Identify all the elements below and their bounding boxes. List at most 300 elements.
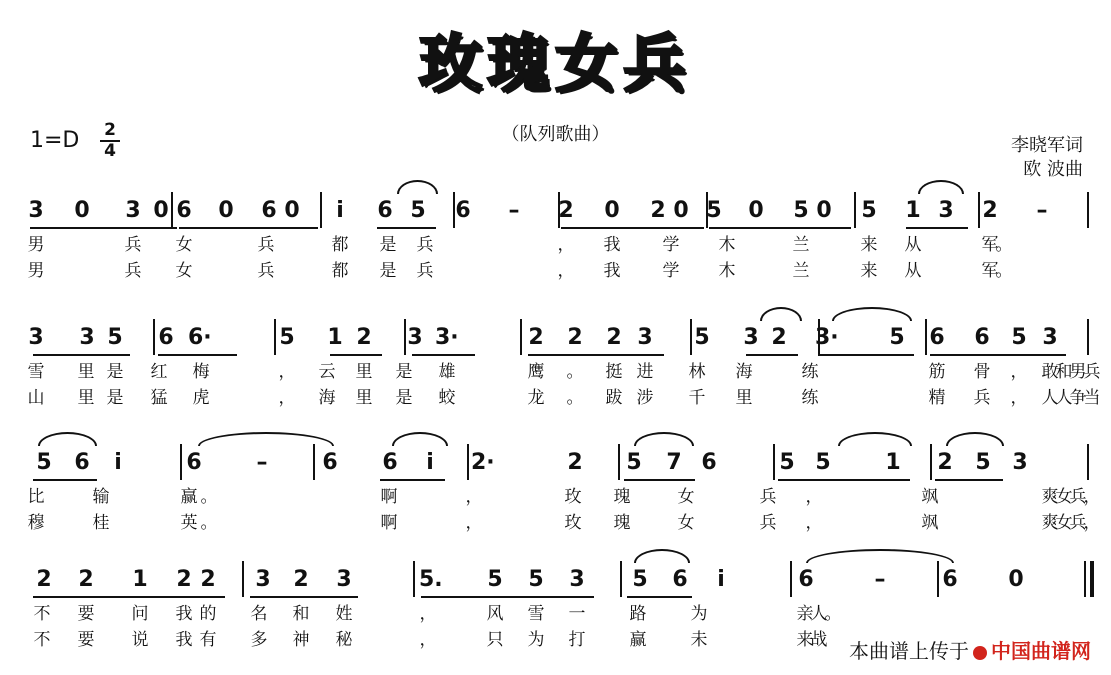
slur xyxy=(760,307,802,321)
beam-underline xyxy=(528,354,664,356)
lyric-char: 未 xyxy=(690,630,708,650)
note: 2 xyxy=(606,325,622,350)
lyric-char: 。 xyxy=(824,604,842,624)
lyric-char: 多 xyxy=(250,630,268,650)
lyric-char: 我 xyxy=(603,235,621,255)
bar-line xyxy=(313,444,315,480)
lyric-char: 里 xyxy=(355,362,373,382)
lyric-char: ， xyxy=(465,487,483,507)
lyric-char: 林 xyxy=(688,362,706,382)
lyric-char: 人 xyxy=(810,604,828,624)
lyric-char: 虎 xyxy=(192,388,210,408)
song-title: 玫瑰女兵 xyxy=(419,27,692,100)
lyric-char: 问 xyxy=(131,604,149,624)
beam-underline xyxy=(33,596,225,598)
lyric-char: 兵 xyxy=(1083,362,1101,382)
slur xyxy=(832,307,912,321)
slur xyxy=(397,180,438,194)
lyric-char: 里 xyxy=(355,388,373,408)
note: 0 xyxy=(816,198,832,223)
note: 7 xyxy=(666,450,682,475)
bar-line xyxy=(1087,444,1089,480)
note: 1 xyxy=(132,567,148,592)
lyric-char: 木 xyxy=(718,235,736,255)
note: i xyxy=(114,450,122,475)
lyric-char: 说 xyxy=(131,630,149,650)
composer: 欧 波曲 xyxy=(1023,159,1083,180)
note: 2· xyxy=(471,450,495,475)
lyric-char: ， xyxy=(805,513,823,533)
note: 2 xyxy=(937,450,953,475)
note: 6 xyxy=(158,325,174,350)
lyric-char: 桂 xyxy=(92,513,110,533)
note: 3· xyxy=(815,325,839,350)
lyric-char: 千 xyxy=(688,388,706,408)
lyric-char: 来 xyxy=(860,235,878,255)
watermark-site: 中国曲谱网 xyxy=(991,639,1091,663)
lyric-char: ， xyxy=(278,388,296,408)
note: 1 xyxy=(905,198,921,223)
watermark-text: 本曲谱上传于 xyxy=(849,639,969,663)
lyric-line-1 xyxy=(0,486,1111,508)
lyric-char: 筋 xyxy=(928,362,946,382)
bar-line xyxy=(925,319,927,355)
bar-line xyxy=(1084,561,1086,597)
lyric-char: 女 xyxy=(1055,487,1073,507)
lyric-char: 我 xyxy=(603,261,621,281)
note: 0 xyxy=(748,198,764,223)
lyric-char: 男 xyxy=(27,261,45,281)
lyric-line-2 xyxy=(0,387,1111,409)
lyric-char: 赢 xyxy=(629,630,647,650)
note: 2 xyxy=(567,450,583,475)
lyric-char: 红 xyxy=(150,362,168,382)
lyric-char: 女 xyxy=(175,235,193,255)
song-subtitle: （队列歌曲） xyxy=(501,124,610,145)
beam-underline xyxy=(818,354,914,356)
note: – xyxy=(1036,198,1048,223)
note: 3 xyxy=(255,567,271,592)
beam-underline xyxy=(930,354,1066,356)
note: – xyxy=(874,567,886,592)
lyric-char: 里 xyxy=(735,388,753,408)
score-row xyxy=(0,448,1111,558)
time-signature xyxy=(100,122,120,160)
lyric-char: 进 xyxy=(636,362,654,382)
lyric-char: 练 xyxy=(801,362,819,382)
score-row xyxy=(0,323,1111,433)
lyric-char: 兵 xyxy=(257,261,275,281)
lyric-char: 路 xyxy=(629,604,647,624)
bar-line xyxy=(790,561,792,597)
lyric-char: ， xyxy=(1010,362,1028,382)
lyric-char: 。 xyxy=(200,513,218,533)
lyric-char: 争 xyxy=(1069,388,1087,408)
lyric-char: 当 xyxy=(1083,388,1101,408)
beam-underline xyxy=(412,354,475,356)
lyric-char: 是 xyxy=(106,362,124,382)
note: 6· xyxy=(188,325,212,350)
lyric-char: 海 xyxy=(318,388,336,408)
lyric-char: 是 xyxy=(379,235,397,255)
bar-line xyxy=(1087,319,1089,355)
lyric-char: 一 xyxy=(568,604,586,624)
beam-underline xyxy=(627,596,692,598)
lyric-char: ， xyxy=(1083,487,1101,507)
lyric-char: 都 xyxy=(331,261,349,281)
note: 3 xyxy=(407,325,423,350)
lyric-char: 比 xyxy=(27,487,45,507)
lyric-char: 瑰 xyxy=(613,487,631,507)
note: 3 xyxy=(336,567,352,592)
note: 2 xyxy=(771,325,787,350)
lyric-char: 梅 xyxy=(192,362,210,382)
note: 1 xyxy=(327,325,343,350)
bar-line xyxy=(558,192,560,228)
lyric-char: ， xyxy=(557,261,575,281)
bar-line xyxy=(242,561,244,597)
note: 2 xyxy=(650,198,666,223)
lyric-char: 兵 xyxy=(416,235,434,255)
note: 6 xyxy=(322,450,338,475)
lyric-char: 人 xyxy=(1055,388,1073,408)
lyric-char: 都 xyxy=(331,235,349,255)
beam-underline xyxy=(906,227,968,229)
lyric-char: 玫 xyxy=(564,487,582,507)
slur xyxy=(634,432,694,446)
note: 2 xyxy=(982,198,998,223)
bar-line xyxy=(818,319,820,355)
note: 6 xyxy=(176,198,192,223)
note: 2 xyxy=(36,567,52,592)
lyric-char: 爽 xyxy=(1041,487,1059,507)
note: 5 xyxy=(975,450,991,475)
lyric-char: 兰 xyxy=(792,235,810,255)
lyric-char: 是 xyxy=(106,388,124,408)
lyric-char: ， xyxy=(557,235,575,255)
lyricist: 李晓军词 xyxy=(1011,135,1083,156)
lyric-char: 蛟 xyxy=(438,388,456,408)
lyric-char: 敢 xyxy=(1041,362,1059,382)
lyric-char: 军 xyxy=(981,235,999,255)
note: 6 xyxy=(382,450,398,475)
note: 5 xyxy=(36,450,52,475)
lyric-char: 军 xyxy=(981,261,999,281)
lyric-char: 。 xyxy=(566,388,584,408)
lyric-char: 名 xyxy=(250,604,268,624)
beam-underline xyxy=(421,596,594,598)
lyric-char: 打 xyxy=(568,630,586,650)
lyric-char: 不 xyxy=(33,604,51,624)
lyric-char: 我 xyxy=(175,630,193,650)
note: 0 xyxy=(218,198,234,223)
bar-line xyxy=(618,444,620,480)
lyric-char: 有 xyxy=(199,630,217,650)
note: 2 xyxy=(78,567,94,592)
note: 6 xyxy=(974,325,990,350)
lyric-char: 输 xyxy=(92,487,110,507)
lyric-char: 从 xyxy=(904,261,922,281)
lyric-char: 和 xyxy=(1055,362,1073,382)
lyric-char: 为 xyxy=(527,630,545,650)
note: 5 xyxy=(889,325,905,350)
lyric-char: 木 xyxy=(718,261,736,281)
note: 5 xyxy=(279,325,295,350)
note: 6 xyxy=(261,198,277,223)
note: 5 xyxy=(694,325,710,350)
bar-line xyxy=(404,319,406,355)
lyric-char: 学 xyxy=(662,261,680,281)
lyric-char: 从 xyxy=(904,235,922,255)
beam-underline xyxy=(746,354,798,356)
lyric-char: 云 xyxy=(318,362,336,382)
slur xyxy=(392,432,448,446)
bar-line xyxy=(153,319,155,355)
lyric-char: ， xyxy=(278,362,296,382)
note: 2 xyxy=(200,567,216,592)
lyric-char: 兵 xyxy=(124,235,142,255)
note: 6 xyxy=(701,450,717,475)
beam-underline xyxy=(33,479,97,481)
bar-line xyxy=(467,444,469,480)
lyric-char: 山 xyxy=(27,388,45,408)
lyric-char: 。 xyxy=(200,487,218,507)
lyric-char: 兵 xyxy=(124,261,142,281)
key-signature: 1=D xyxy=(30,128,80,153)
bar-line xyxy=(854,192,856,228)
lyric-char: 骨 xyxy=(973,362,991,382)
note: 6 xyxy=(74,450,90,475)
lyric-char: 只 xyxy=(486,630,504,650)
lyric-char: 男 xyxy=(27,235,45,255)
beam-underline xyxy=(158,354,237,356)
lyric-char: 里 xyxy=(77,362,95,382)
bar-line xyxy=(520,319,522,355)
lyric-char: 啊 xyxy=(380,487,398,507)
note: 0 xyxy=(673,198,689,223)
note: 1 xyxy=(885,450,901,475)
slur xyxy=(838,432,912,446)
lyric-char: 雪 xyxy=(27,362,45,382)
lyric-char: 是 xyxy=(395,388,413,408)
note: 6 xyxy=(455,198,471,223)
slur xyxy=(946,432,1004,446)
note: 3 xyxy=(637,325,653,350)
note: i xyxy=(336,198,344,223)
lyric-char: 我 xyxy=(175,604,193,624)
bar-line xyxy=(937,561,939,597)
lyric-char: ， xyxy=(1010,388,1028,408)
lyric-char: 神 xyxy=(292,630,310,650)
watermark xyxy=(849,635,1091,664)
lyric-char: 猛 xyxy=(150,388,168,408)
note: 5 xyxy=(779,450,795,475)
note: 3 xyxy=(1042,325,1058,350)
lyric-char: 姓 xyxy=(335,604,353,624)
beam-underline xyxy=(624,479,695,481)
lyric-char: 女 xyxy=(175,261,193,281)
bar-line xyxy=(978,192,980,228)
lyric-char: 。 xyxy=(995,261,1013,281)
bar-line xyxy=(706,192,708,228)
note: 3 xyxy=(938,198,954,223)
lyric-line-1 xyxy=(0,361,1111,383)
lyric-char: 男 xyxy=(1069,362,1087,382)
lyric-char: 练 xyxy=(801,388,819,408)
lyric-char: ， xyxy=(419,604,437,624)
bar-line xyxy=(620,561,622,597)
lyric-char: 学 xyxy=(662,235,680,255)
lyric-char: 女 xyxy=(677,513,695,533)
note: 2 xyxy=(567,325,583,350)
beam-underline xyxy=(380,479,445,481)
note: 3 xyxy=(28,198,44,223)
lyric-char: 涉 xyxy=(636,388,654,408)
beam-underline xyxy=(330,354,382,356)
note: 0 xyxy=(604,198,620,223)
lyric-char: 雄 xyxy=(438,362,456,382)
note: 2 xyxy=(528,325,544,350)
lyric-char: 挺 xyxy=(605,362,623,382)
lyric-char: 兵 xyxy=(759,487,777,507)
note: 6 xyxy=(929,325,945,350)
slur xyxy=(38,432,97,446)
time-signature-bottom: 4 xyxy=(104,141,116,161)
note: 3 xyxy=(1012,450,1028,475)
note: 3 xyxy=(125,198,141,223)
lyric-char: 龙 xyxy=(527,388,545,408)
lyric-char: 女 xyxy=(677,487,695,507)
note: 5 xyxy=(487,567,503,592)
lyric-char: 鹰 xyxy=(527,362,545,382)
beam-underline xyxy=(778,479,910,481)
slur xyxy=(198,432,334,446)
bar-line xyxy=(930,444,932,480)
lyric-char: 英 xyxy=(180,513,198,533)
bar-line xyxy=(773,444,775,480)
lyric-char: 人 xyxy=(1041,388,1059,408)
lyric-char: 海 xyxy=(735,362,753,382)
lyric-char: 兵 xyxy=(759,513,777,533)
note: 5 xyxy=(861,198,877,223)
note: 5 xyxy=(410,198,426,223)
note: 3· xyxy=(435,325,459,350)
lyric-char: 要 xyxy=(77,604,95,624)
lyric-char: 不 xyxy=(33,630,51,650)
lyric-char: 。 xyxy=(995,235,1013,255)
lyric-char: 里 xyxy=(77,388,95,408)
lyric-char: 瑰 xyxy=(613,513,631,533)
note: 6 xyxy=(377,198,393,223)
beam-underline xyxy=(33,354,130,356)
lyric-char: 女 xyxy=(1055,513,1073,533)
note: 0 xyxy=(1008,567,1024,592)
lyric-char: 跋 xyxy=(605,388,623,408)
note: 2 xyxy=(176,567,192,592)
credits xyxy=(1011,134,1083,182)
lyric-char: 赢 xyxy=(180,487,198,507)
lyric-char: 为 xyxy=(690,604,708,624)
note: 2 xyxy=(558,198,574,223)
lyric-char: 风 xyxy=(486,604,504,624)
lyric-char: 精 xyxy=(928,388,946,408)
note: i xyxy=(717,567,725,592)
lyric-char: 兰 xyxy=(792,261,810,281)
note: 6 xyxy=(672,567,688,592)
lyric-char: 的 xyxy=(199,604,217,624)
note: 5. xyxy=(419,567,443,592)
lyric-char: ， xyxy=(805,487,823,507)
lyric-char: 兵 xyxy=(973,388,991,408)
lyric-char: 是 xyxy=(379,261,397,281)
lyric-char: ， xyxy=(419,630,437,650)
note: 0 xyxy=(153,198,169,223)
note: 5 xyxy=(107,325,123,350)
beam-underline xyxy=(30,227,177,229)
lyric-char: 兵 xyxy=(1069,513,1087,533)
lyric-char: ， xyxy=(1083,513,1101,533)
note: 5 xyxy=(626,450,642,475)
note: 5 xyxy=(1011,325,1027,350)
note: 3 xyxy=(569,567,585,592)
note: 3 xyxy=(743,325,759,350)
note: 2 xyxy=(293,567,309,592)
note: 6 xyxy=(798,567,814,592)
note: 6 xyxy=(186,450,202,475)
slur xyxy=(918,180,964,194)
lyric-char: 亲 xyxy=(796,604,814,624)
lyric-line-1 xyxy=(0,603,1111,625)
lyric-char: 兵 xyxy=(416,261,434,281)
bar-line xyxy=(1087,192,1089,228)
lyric-char: 飒 xyxy=(921,487,939,507)
note: 3 xyxy=(28,325,44,350)
lyric-char: 爽 xyxy=(1041,513,1059,533)
beam-underline xyxy=(179,227,318,229)
lyric-line-2 xyxy=(0,260,1111,282)
lyric-char: 来 xyxy=(860,261,878,281)
lyric-line-2 xyxy=(0,512,1111,534)
note: 3 xyxy=(79,325,95,350)
beam-underline xyxy=(250,596,358,598)
bar-line xyxy=(180,444,182,480)
lyric-char: 和 xyxy=(292,604,310,624)
note: 5 xyxy=(793,198,809,223)
lyric-char: 。 xyxy=(566,362,584,382)
note: 5 xyxy=(706,198,722,223)
bar-line xyxy=(320,192,322,228)
note: 5 xyxy=(632,567,648,592)
lyric-char: 穆 xyxy=(27,513,45,533)
bar-line xyxy=(453,192,455,228)
lyric-char: 雪 xyxy=(527,604,545,624)
lyric-char: 玫 xyxy=(564,513,582,533)
lyric-char: 飒 xyxy=(921,513,939,533)
lyric-char: ， xyxy=(465,513,483,533)
note: 5 xyxy=(815,450,831,475)
note: 2 xyxy=(356,325,372,350)
lyric-line-1 xyxy=(0,234,1111,256)
beam-underline xyxy=(935,479,1003,481)
lyric-char: 战 xyxy=(810,630,828,650)
note: 6 xyxy=(942,567,958,592)
site-logo-icon xyxy=(973,646,987,660)
lyric-char: 秘 xyxy=(335,630,353,650)
bar-line xyxy=(690,319,692,355)
beam-underline xyxy=(377,227,436,229)
lyric-char: 要 xyxy=(77,630,95,650)
lyric-char: 兵 xyxy=(257,235,275,255)
